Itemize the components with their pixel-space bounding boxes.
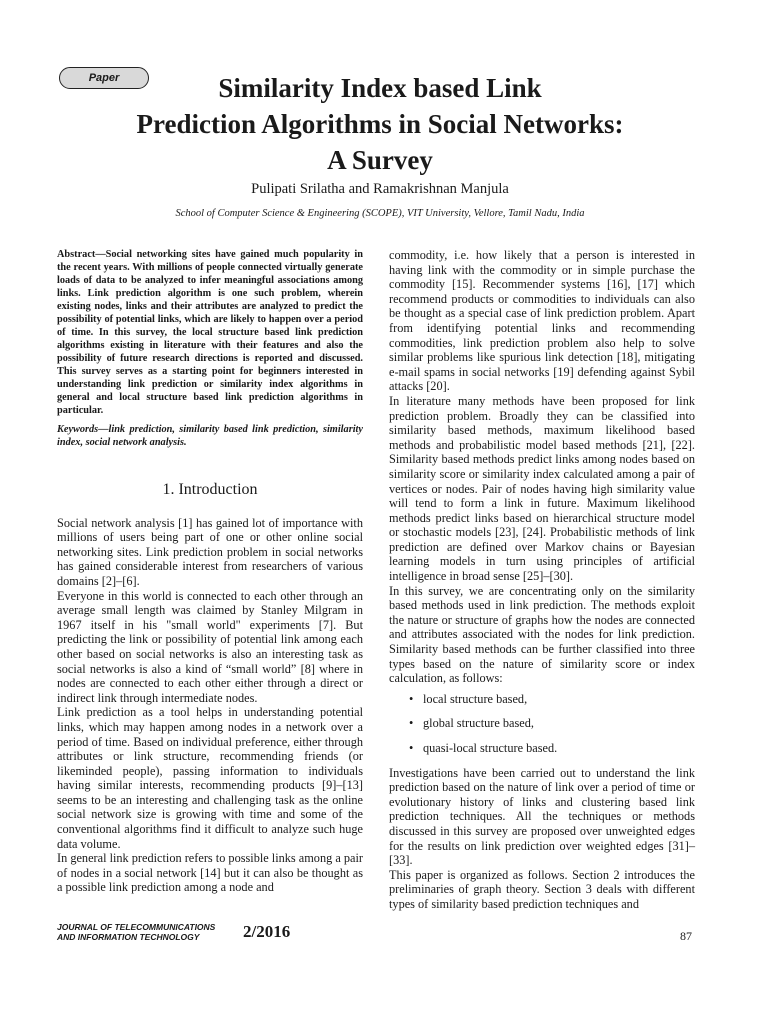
abstract: Abstract—Social networking sites have gained much popularity in the recent years. With millions of people connected virtually generate loads of data to be analyzed to infer meaningful associations among links. Link prediction algorithm is one such problem, wherein existing nodes, links and their attributes are analyzed to predict the possibility of potential links, which are likely to happen over a period of time. In this survey, the local structure based link prediction algorithms existing in literature with their features and also the possibility of future research directions is reported and discussed. This survey serves as a starting point for beginners interested in understanding link prediction or similarity index algorithms in general and local structure based link prediction algorithms in particular.: [57, 249, 363, 416]
title-line-1: Similarity Index based Link: [218, 73, 542, 103]
list-item: [389, 741, 695, 756]
section-title-introduction: 1. Introduction: [162, 481, 258, 498]
method-types-list: [389, 692, 695, 756]
paper-title: [60, 70, 700, 178]
right-paragraph: In literature many methods have been proposed for link prediction problem. Broadly they can be classified into similarity based methods, maximum likelihood based methods and probabilistic model based methods [21], [22]. Similarity based methods predict links among nodes based on similarity score or similarity index calculated among a pair of vertices or nodes. Pair of nodes having high similarity value will tend to form a link in future. Maximum likelihood methods predict links based on hierarchical structure model or stochastic models [23], [24]. Probabilistic methods of link prediction are defined over Markov chains or Bayesian learning models in turn using principles of artificial intelligence in broad sense [25]–[30].: [389, 393, 695, 584]
list-item-text: local structure based,: [423, 691, 528, 706]
list-item-text: global structure based,: [423, 716, 534, 731]
issue-number: 2/2016: [243, 922, 291, 941]
right-column: [389, 248, 695, 912]
page-number: 87: [680, 929, 692, 943]
right-paragraph: commodity, i.e. how likely that a person is interested in having link with the commodity or in simple purchase the commodity [15]. Recommender systems [16], [17] which recommend products or commodities to individuals can also be thought as a special case of link prediction problem. Apart from identifying potential links and recommending commodities, link prediction problem also help to solve similar problems like spurious link detection [18], mitigating e-mail spams in social networks [19] defending against Sybil attacks [20].: [389, 248, 695, 394]
affiliation: School of Computer Science & Engineering (SCOPE), VIT University, Vellore, Tamil Nadu, India: [175, 208, 585, 219]
authors: Pulipati Srilatha and Ramakrishnan Manjula: [251, 181, 509, 197]
keywords: Keywords—link prediction, similarity based link prediction, similarity index, social network analysis.: [57, 424, 363, 448]
right-paragraph: Investigations have been carried out to understand the link prediction based on the nature of link over a period of time or evolutionary history of links and clustering based link prediction techniques. All the techniques or methods discussed in this survey are proposed over unweighted edges for the results on link prediction over weighted edges [31]–[33].: [389, 765, 695, 868]
paper-type-badge: Paper: [59, 67, 149, 89]
bullet-icon: •: [409, 691, 414, 706]
left-paragraph: Social network analysis [1] has gained lot of importance with millions of users being part of one or other online social networking sites. Link prediction problem in social networks has gained considerable interest from researchers of various domains [2]–[6].: [57, 515, 363, 588]
right-paragraph: This paper is organized as follows. Section 2 introduces the preliminaries of graph theory. Section 3 deals with different types of similarity based prediction techniques and: [389, 867, 695, 911]
left-column: [57, 248, 363, 895]
list-item: [389, 716, 695, 731]
journal-line-1: JOURNAL OF TELECOMMUNICATIONS: [57, 922, 216, 932]
list-item: [389, 692, 695, 707]
bullet-icon: •: [409, 716, 414, 731]
title-line-3: A Survey: [327, 145, 433, 175]
journal-line-2: AND INFORMATION TECHNOLOGY: [57, 932, 200, 942]
list-item-text: quasi-local structure based.: [423, 741, 558, 755]
left-paragraph: In general link prediction refers to possible links among a pair of nodes in a social network [14] but it can also be thought as a possible link prediction among a node and: [57, 851, 363, 895]
right-paragraph: In this survey, we are concentrating only on the similarity based methods used in link prediction. The methods exploit the nature or structure of graphs how the nodes are connected and attributes associated with the nodes for link prediction. Similarity based methods can be further classified into three types based on the nature of similarity score or index calculation, as follows:: [389, 583, 695, 686]
bullet-icon: •: [409, 741, 414, 755]
left-paragraph: Everyone in this world is connected to each other through an average small length was claimed by Stanley Milgram in 1967 itself in his "small world" experiments [7]. But predicting the link or possibility of potential link among each other based on social networks is also an interesting task as social networks is also a kind of “small world” [8] where in nodes are connected to each other either through a direct or indirect link through intermediate nodes.: [57, 588, 363, 705]
left-paragraph: Link prediction as a tool helps in understanding potential links, which may happen among nodes in a network over a period of time. Based on individual preference, either through attributes or link structure, recommending friends (or likeminded people), passing information to individuals having similar interests, recommending products [9]–[13] seems to be an interesting and challenging task as the online social network size is growing with time and some of the conventional algorithms find it difficult to analyze such huge data volume.: [57, 705, 363, 851]
title-line-2: Prediction Algorithms in Social Networks:: [136, 109, 624, 139]
journal-name: [57, 922, 215, 942]
